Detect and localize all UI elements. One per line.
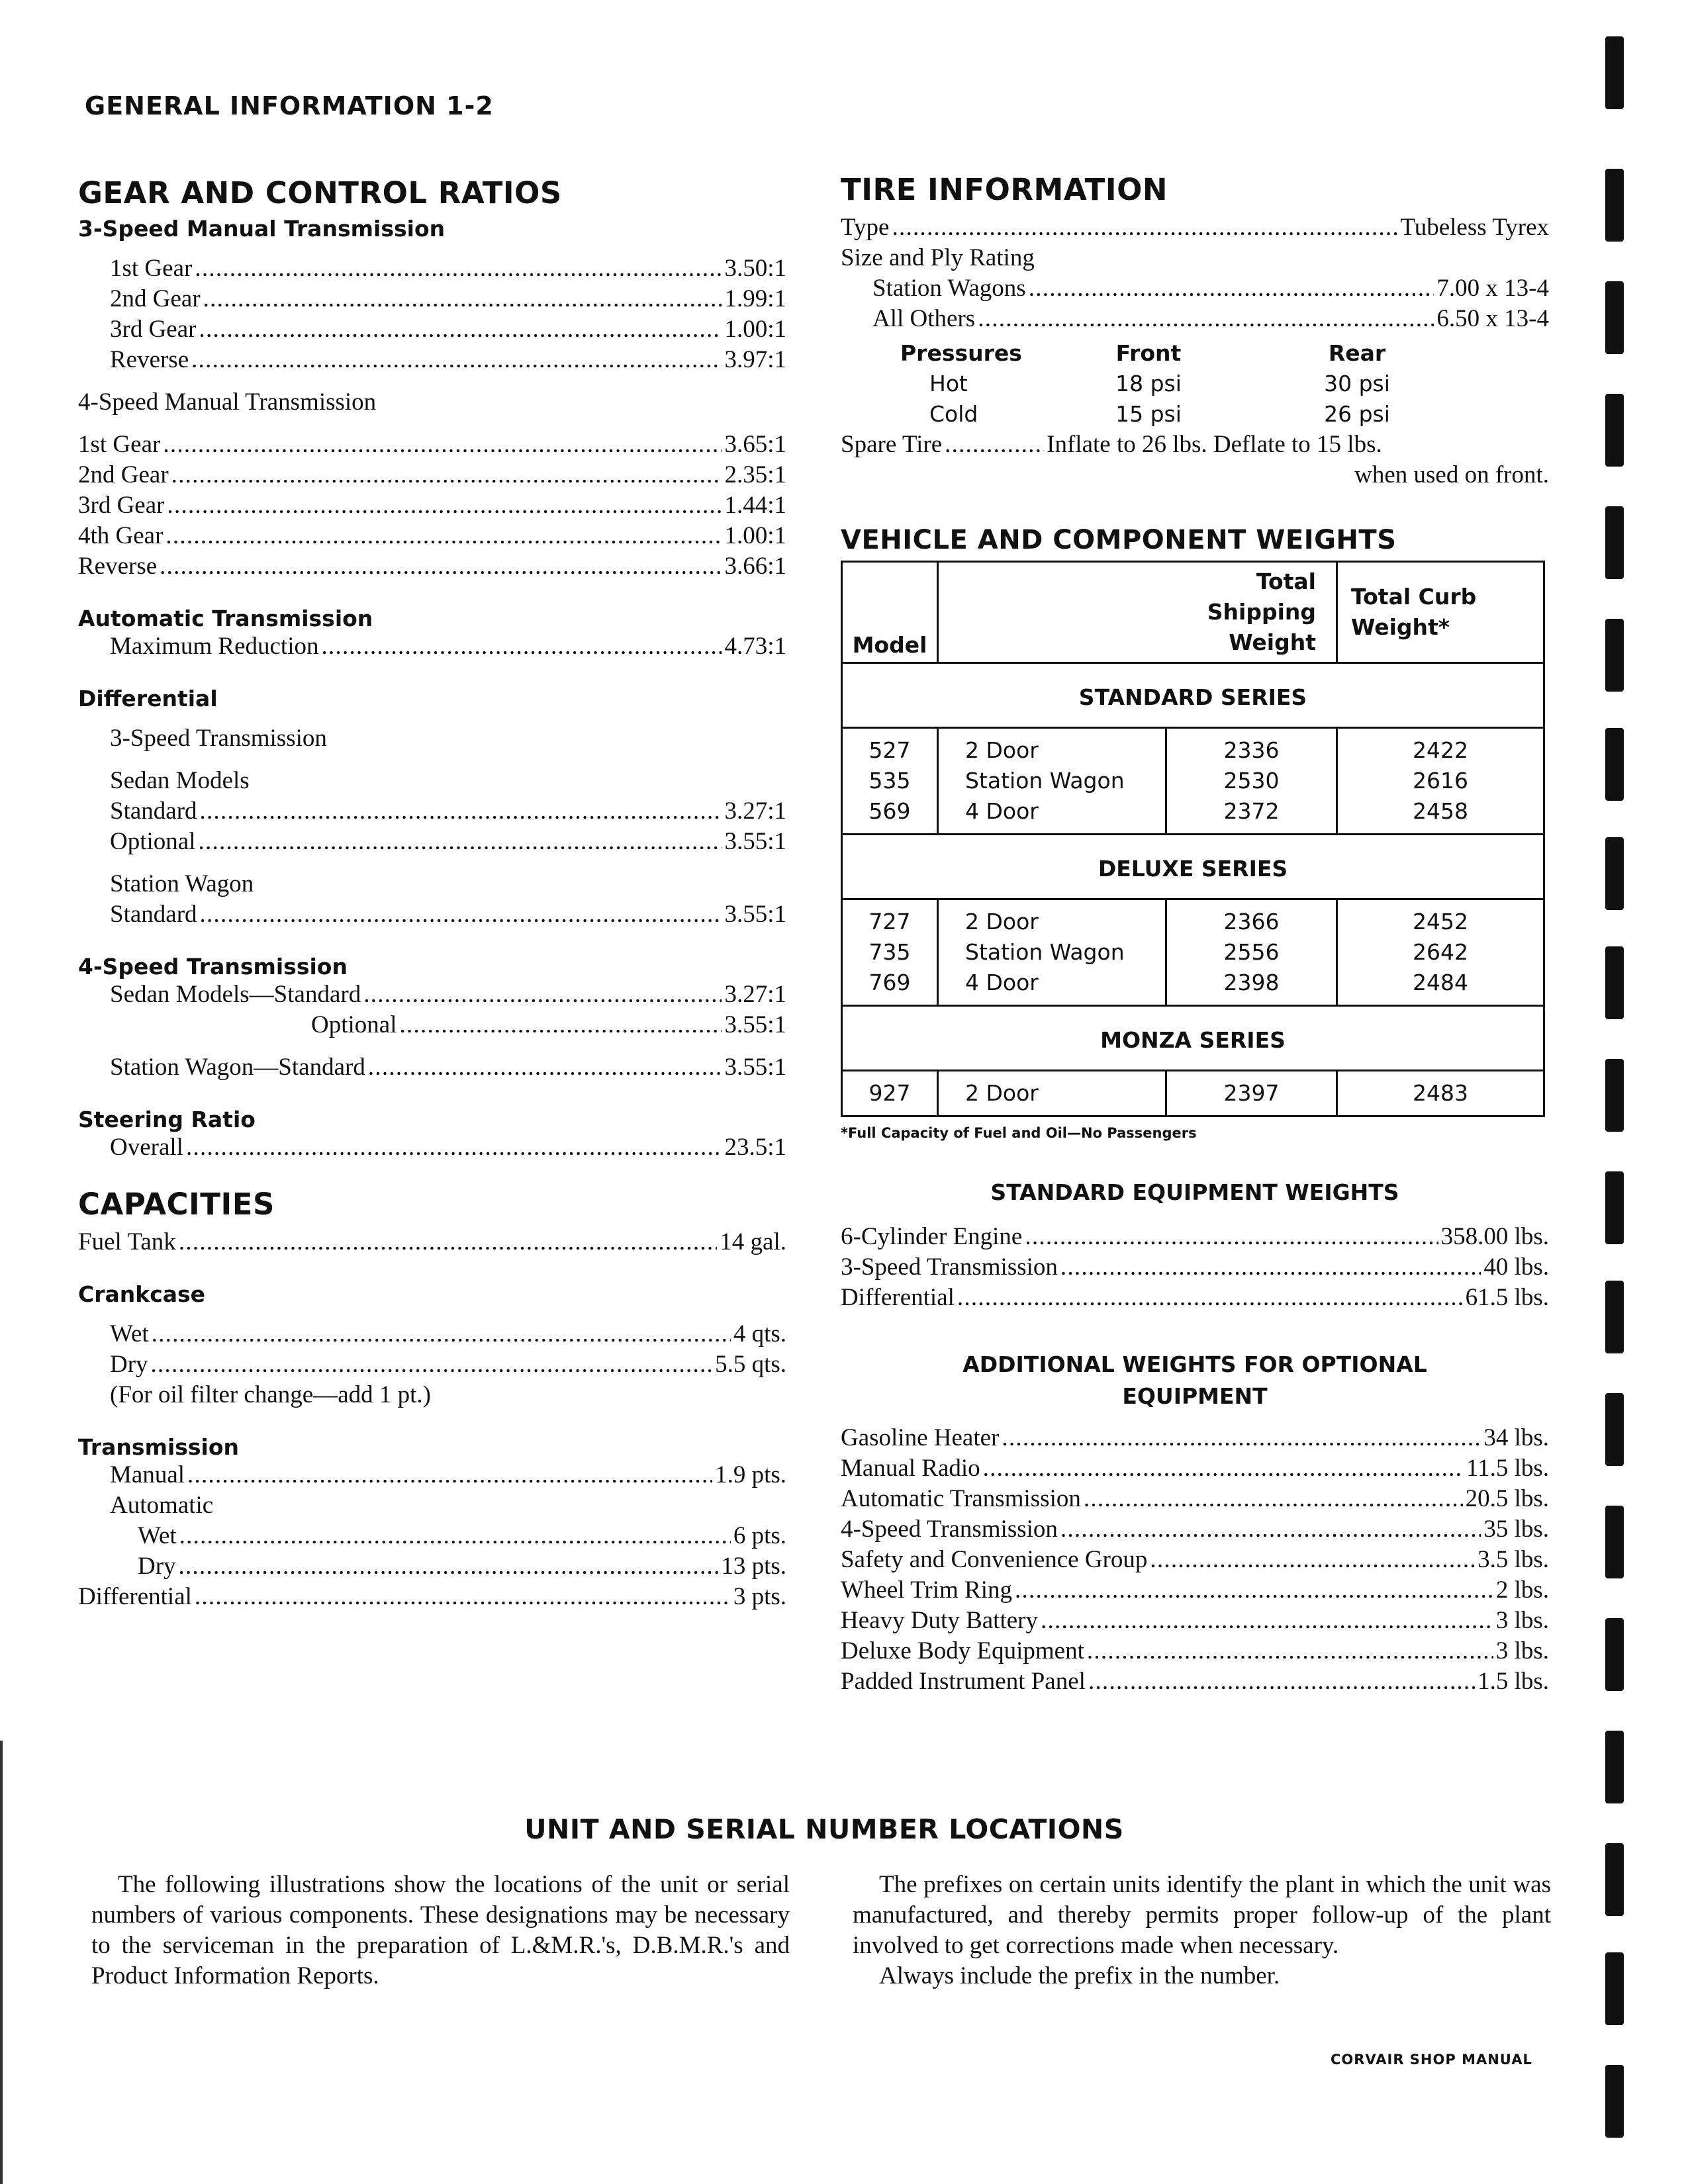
three-speed-row: 3rd Gear . . . 1.00:1 bbox=[78, 314, 786, 345]
three-speed-row: Reverse . . . 3.97:1 bbox=[78, 345, 786, 375]
opt-equip-row: Heavy Duty Battery . . . 3 lbs. bbox=[841, 1606, 1549, 1636]
std-equip-list bbox=[841, 1222, 1549, 1313]
four-speed-row: 1st Gear . . . 3.65:1 bbox=[78, 430, 786, 460]
gear-ratios-title: GEAR AND CONTROL RATIOS bbox=[78, 175, 562, 210]
std-equip-row: 6-Cylinder Engine . . . 358.00 lbs. bbox=[841, 1222, 1549, 1252]
four-speed-row: 4th Gear . . . 1.00:1 bbox=[78, 521, 786, 551]
differential-title: Differential bbox=[78, 686, 218, 711]
capacities-title: CAPACITIES bbox=[78, 1187, 275, 1222]
model-cell: 735 bbox=[842, 937, 938, 968]
binding-mark bbox=[1605, 1618, 1624, 1691]
curb-cell: 2484 bbox=[1337, 968, 1544, 1006]
std-equip-title: STANDARD EQUIPMENT WEIGHTS bbox=[990, 1179, 1399, 1205]
unit-right-paragraph: The prefixes on certain units identify the plant in which the unit was manufactured, and thereby permits proper follow-up of the plant involved to get corrections made when necessary. Always include the prefix in the number. bbox=[853, 1871, 1551, 1989]
diff-wagon-standard-row: Standard . . . 3.55:1 bbox=[78, 899, 786, 930]
opt-equip-row: Gasoline Heater . . . 34 lbs. bbox=[841, 1423, 1549, 1453]
binding-mark bbox=[1605, 619, 1624, 692]
diff-3speed-label: 3-Speed Transmission bbox=[110, 725, 327, 752]
model-cell: 535 bbox=[842, 766, 938, 796]
binding-mark bbox=[1605, 36, 1624, 109]
body-cell: 4 Door bbox=[938, 968, 1166, 1006]
col-model-header: Model bbox=[842, 562, 938, 663]
weights-table bbox=[841, 561, 1545, 1117]
std-equip-row: Differential . . . 61.5 lbs. bbox=[841, 1283, 1549, 1313]
curb-cell: 2642 bbox=[1337, 937, 1544, 968]
binding-mark bbox=[1605, 837, 1624, 910]
diff-wagon-label: Station Wagon bbox=[110, 870, 254, 897]
four-speed-row: 2nd Gear . . . 2.35:1 bbox=[78, 460, 786, 490]
col-curb-header: Total Curb Weight* bbox=[1337, 562, 1544, 663]
binding-mark bbox=[1605, 2065, 1624, 2138]
three-speed-title: 3-Speed Manual Transmission bbox=[78, 216, 445, 242]
three-speed-row: 1st Gear . . . 3.50:1 bbox=[78, 253, 786, 284]
body-cell: 2 Door bbox=[938, 728, 1166, 766]
body-cell: 2 Door bbox=[938, 899, 1166, 938]
tire-pressure-table bbox=[841, 338, 1549, 430]
crankcase-wet-row: Wet . . . 4 qts. bbox=[78, 1319, 786, 1349]
four-speed-list bbox=[78, 430, 786, 582]
page-header: GENERAL INFORMATION 1-2 bbox=[85, 91, 494, 120]
binding-mark bbox=[1605, 1281, 1624, 1353]
opt-equip-row: 4-Speed Transmission . . . 35 lbs. bbox=[841, 1514, 1549, 1545]
four-sedan-optional-row: Optional . . . 3.55:1 bbox=[78, 1010, 786, 1040]
diff-sedan-label: Sedan Models bbox=[110, 767, 250, 794]
model-cell: 769 bbox=[842, 968, 938, 1006]
ship-cell: 2372 bbox=[1166, 796, 1337, 835]
opt-equip-row: Safety and Convenience Group . . . 3.5 lbs. bbox=[841, 1545, 1549, 1575]
trans-auto-dry-row: Dry . . . 13 pts. bbox=[78, 1551, 786, 1582]
spare-tire-row: Spare Tire . . . Inflate to 26 lbs. Deflate to 15 lbs. bbox=[841, 430, 1549, 460]
opt-equip-row: Deluxe Body Equipment . . . 3 lbs. bbox=[841, 1636, 1549, 1666]
binding-mark bbox=[1605, 728, 1624, 801]
binding-mark bbox=[1605, 1952, 1624, 2025]
hot-label: Hot bbox=[929, 371, 968, 396]
binding-mark bbox=[1605, 1393, 1624, 1466]
front-head: Front bbox=[1115, 340, 1182, 366]
transmission-title: Transmission bbox=[78, 1434, 240, 1460]
curb-cell: 2458 bbox=[1337, 796, 1544, 835]
ship-cell: 2397 bbox=[1166, 1071, 1337, 1116]
opt-equip-row: Padded Instrument Panel . . . 1.5 lbs. bbox=[841, 1666, 1549, 1697]
cold-label: Cold bbox=[929, 401, 978, 427]
curb-cell: 2616 bbox=[1337, 766, 1544, 796]
three-speed-list bbox=[78, 253, 786, 375]
weights-title: VEHICLE AND COMPONENT WEIGHTS bbox=[841, 525, 1397, 555]
series-header-row bbox=[842, 835, 1544, 899]
steering-ratio-title: Steering Ratio bbox=[78, 1107, 256, 1132]
model-cell: 527 bbox=[842, 728, 938, 766]
series-name: MONZA SERIES bbox=[842, 1006, 1544, 1071]
binding-mark bbox=[1605, 1059, 1624, 1132]
weights-row bbox=[842, 1071, 1544, 1116]
rear-head: Rear bbox=[1328, 340, 1386, 366]
four-speed-row: Reverse . . . 3.66:1 bbox=[78, 551, 786, 582]
unit-serial-title: UNIT AND SERIAL NUMBER LOCATIONS bbox=[524, 1813, 1124, 1845]
tire-size-label: Size and Ply Rating bbox=[841, 244, 1035, 271]
body-cell: Station Wagon bbox=[938, 937, 1166, 968]
binding-mark bbox=[1605, 1843, 1624, 1916]
spare-tire-note: when used on front. bbox=[1354, 461, 1549, 488]
three-speed-row: 2nd Gear . . . 1.99:1 bbox=[78, 284, 786, 314]
right-column bbox=[841, 172, 1549, 1697]
crankcase-dry-row: Dry . . . 5.5 qts. bbox=[78, 1349, 786, 1380]
series-name: DELUXE SERIES bbox=[842, 835, 1544, 899]
four-speed-title: 4-Speed Manual Transmission bbox=[78, 388, 377, 416]
model-cell: 569 bbox=[842, 796, 938, 835]
ship-cell: 2530 bbox=[1166, 766, 1337, 796]
opt-equip-row: Manual Radio . . . 11.5 lbs. bbox=[841, 1453, 1549, 1484]
series-header-row bbox=[842, 1006, 1544, 1071]
weights-row bbox=[842, 766, 1544, 796]
trans-automatic-label: Automatic bbox=[110, 1492, 214, 1519]
oil-filter-note: (For oil filter change—add 1 pt.) bbox=[110, 1381, 431, 1408]
model-cell: 927 bbox=[842, 1071, 938, 1116]
diff-sedan-optional-row: Optional . . . 3.55:1 bbox=[78, 827, 786, 857]
std-equip-row: 3-Speed Transmission . . . 40 lbs. bbox=[841, 1252, 1549, 1283]
weights-row bbox=[842, 796, 1544, 835]
binding-mark bbox=[1605, 506, 1624, 579]
binding-mark bbox=[1605, 169, 1624, 242]
binding-mark bbox=[1605, 394, 1624, 467]
opt-equip-title-2: EQUIPMENT bbox=[1122, 1383, 1268, 1409]
tire-others-row: All Others . . . 6.50 x 13-4 bbox=[841, 304, 1549, 334]
col-ship-header: Total Shipping Weight bbox=[938, 562, 1337, 663]
auto-trans-title: Automatic Transmission bbox=[78, 606, 373, 631]
weights-row bbox=[842, 937, 1544, 968]
tire-info-title: TIRE INFORMATION bbox=[841, 172, 1168, 207]
unit-left-paragraph: The following illustrations show the locations of the unit or serial numbers of various components. These designations may be necessary to the serviceman in the preparation of L.&M.R.'s, D.B.M.R.'s and Product Information Reports. bbox=[91, 1871, 790, 1989]
curb-cell: 2483 bbox=[1337, 1071, 1544, 1116]
body-cell: Station Wagon bbox=[938, 766, 1166, 796]
capacity-differential-row: Differential . . . 3 pts. bbox=[78, 1582, 786, 1612]
weights-row bbox=[842, 968, 1544, 1006]
crankcase-title: Crankcase bbox=[78, 1281, 206, 1307]
unit-serial-title-wrap bbox=[0, 1813, 1688, 1845]
weights-footnote: *Full Capacity of Fuel and Oil—No Passengers bbox=[841, 1125, 1197, 1141]
binding-mark bbox=[1605, 1506, 1624, 1578]
weights-header-row bbox=[842, 562, 1544, 663]
binding-mark bbox=[1605, 1171, 1624, 1244]
left-column bbox=[78, 175, 786, 1612]
trans-auto-wet-row: Wet . . . 6 pts. bbox=[78, 1521, 786, 1551]
opt-equip-list bbox=[841, 1423, 1549, 1697]
footer-manual-name: CORVAIR SHOP MANUAL bbox=[1331, 2052, 1532, 2068]
series-name: STANDARD SERIES bbox=[842, 663, 1544, 728]
binding-mark bbox=[1605, 281, 1624, 354]
cold-rear: 26 psi bbox=[1324, 401, 1390, 427]
steering-overall-row: Overall . . . 23.5:1 bbox=[78, 1132, 786, 1163]
body-cell: 2 Door bbox=[938, 1071, 1166, 1116]
curb-cell: 2452 bbox=[1337, 899, 1544, 938]
ship-cell: 2556 bbox=[1166, 937, 1337, 968]
curb-cell: 2422 bbox=[1337, 728, 1544, 766]
binding-mark bbox=[1605, 1731, 1624, 1803]
ship-cell: 2336 bbox=[1166, 728, 1337, 766]
scan-edge-line bbox=[0, 1741, 3, 2184]
series-header-row bbox=[842, 663, 1544, 728]
pressures-head: Pressures bbox=[900, 340, 1022, 366]
tire-wagons-row: Station Wagons . . . 7.00 x 13-4 bbox=[841, 273, 1549, 304]
opt-equip-title-1: ADDITIONAL WEIGHTS FOR OPTIONAL bbox=[962, 1351, 1427, 1377]
body-cell: 4 Door bbox=[938, 796, 1166, 835]
weights-row bbox=[842, 728, 1544, 766]
trans-manual-row: Manual . . . 1.9 pts. bbox=[78, 1460, 786, 1490]
four-sedan-standard-row: Sedan Models—Standard . . . 3.27:1 bbox=[78, 979, 786, 1010]
fuel-tank-row: Fuel Tank . . . 14 gal. bbox=[78, 1227, 786, 1257]
diff-sedan-standard-row: Standard . . . 3.27:1 bbox=[78, 796, 786, 827]
cold-front: 15 psi bbox=[1115, 401, 1182, 427]
four-wagon-standard-row: Station Wagon—Standard . . . 3.55:1 bbox=[78, 1052, 786, 1083]
hot-rear: 30 psi bbox=[1324, 371, 1390, 396]
auto-reduction-row: Maximum Reduction . . . 4.73:1 bbox=[78, 631, 786, 662]
opt-equip-row: Automatic Transmission . . . 20.5 lbs. bbox=[841, 1484, 1549, 1514]
four-speed-row: 3rd Gear . . . 1.44:1 bbox=[78, 490, 786, 521]
model-cell: 727 bbox=[842, 899, 938, 938]
weights-row bbox=[842, 899, 1544, 938]
ship-cell: 2366 bbox=[1166, 899, 1337, 938]
binding-mark bbox=[1605, 946, 1624, 1019]
hot-front: 18 psi bbox=[1115, 371, 1182, 396]
ship-cell: 2398 bbox=[1166, 968, 1337, 1006]
opt-equip-row: Wheel Trim Ring . . . 2 lbs. bbox=[841, 1575, 1549, 1606]
tire-type-row: Type . . . Tubeless Tyrex bbox=[841, 212, 1549, 243]
four-speed-trans-title: 4-Speed Transmission bbox=[78, 954, 348, 979]
